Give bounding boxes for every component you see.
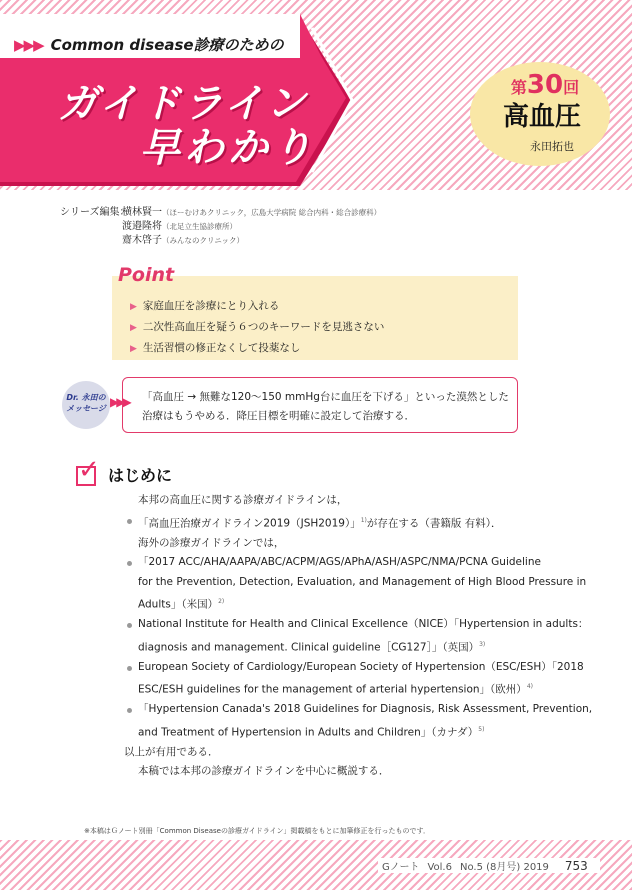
message-line1: 「高血圧 → 無難な120〜150 mmHg台に血圧を下げる」といった漠然とした <box>142 391 509 403</box>
body-paragraph: 以上が有用である． <box>124 745 219 758</box>
point-heading: Point <box>118 264 175 286</box>
episode-suffix: 回 <box>563 78 580 97</box>
footnote: ※本稿はＧノート別冊「Common Diseaseの診療ガイドライン」掲載稿をもとに加筆修正を行ったものです． <box>84 827 430 835</box>
triangle-bullet-icon: ▶ <box>130 302 137 312</box>
point-item <box>130 338 384 359</box>
editor-affiliation: （ほーむけあクリニック，広島大学病院 総合内科・総合診療科） <box>162 208 382 217</box>
journal-name: Gノート <box>382 862 420 873</box>
list-item-continuation: for the Prevention, Detection, Evaluation, and Management of High Blood Pressure in <box>138 575 587 588</box>
series-editors <box>60 206 381 248</box>
body-paragraph: 海外の診療ガイドラインでは， <box>138 536 285 549</box>
message-label <box>56 392 116 414</box>
list-item-continuation <box>124 720 584 743</box>
point-item-text: 生活習慣の修正なくして投薬なし <box>142 342 301 354</box>
list-item-continuation <box>124 592 584 615</box>
triangle-bullet-icon: ▶ <box>130 344 137 354</box>
point-list <box>130 296 384 359</box>
message-line2: 治療はもうやめる．降圧目標を明確に設定して治療する． <box>142 410 415 422</box>
series-title <box>14 34 284 55</box>
page-number: 753 <box>564 859 588 873</box>
section-heading: はじめに <box>108 466 173 485</box>
list-item-text: 「高血圧治療ガイドライン2019（JSH2019）」 <box>138 517 361 529</box>
list-item: 「2017 ACC/AHA/AAPA/ABC/ACPM/AGS/APhA/ASH/ASPC/NMA/PCNA Guideline <box>124 553 584 573</box>
reference-marker: 3) <box>479 640 486 648</box>
editor-name: 齋木啓子 <box>122 235 162 246</box>
point-item-text: 家庭血圧を診療にとり入れる <box>142 300 280 312</box>
episode-number-value: 30 <box>526 70 564 100</box>
point-item-text: 二次性高血圧を疑う６つのキーワードを見逃さない <box>142 321 385 333</box>
journal-volume: Vol.6 <box>427 862 452 873</box>
series-title-text: Common disease診療のための <box>50 36 284 54</box>
message-arrows-icon: ▶▶▶ <box>110 395 129 409</box>
list-item: European Society of Cardiology/European Society of Hypertension（ESC/ESH）「2018 <box>124 658 584 678</box>
editor-affiliation: （北足立生協診療所） <box>162 222 237 231</box>
page-footer <box>378 858 600 873</box>
editor-affiliation: （みんなのクリニック） <box>162 236 245 245</box>
point-item <box>130 317 384 338</box>
episode-prefix: 第 <box>510 78 527 97</box>
editor-name: 横林賢一 <box>122 207 162 218</box>
list-item: 「Hypertension Canada's 2018 Guidelines for Diagnosis, Risk Assessment, Prevention, <box>124 700 584 720</box>
editors-label: シリーズ編集： <box>60 207 130 218</box>
list-item-text: ESC/ESH guidelines for the management of arterial hypertension」（欧州） <box>138 683 527 696</box>
triangle-bullet-icon: ▶ <box>130 323 137 333</box>
author-name: 永田拓也 <box>530 140 574 153</box>
point-item <box>130 296 384 317</box>
series-arrows-icon: ▶▶▶ <box>14 36 43 54</box>
article-title: 高血圧 <box>502 102 581 132</box>
list-item: National Institute for Health and Clinical Excellence（NICE）「Hypertension in adults： <box>124 615 584 635</box>
body-paragraph: 本邦の高血圧に関する診療ガイドラインは， <box>138 494 348 506</box>
list-item-text: Adults」（米国） <box>138 598 219 611</box>
list-item-text: diagnosis and management. Clinical guideline［CG127］」（英国） <box>138 641 480 653</box>
list-item-continuation <box>124 677 584 700</box>
checkmark-icon: ✓ <box>78 455 100 485</box>
section-body <box>124 491 593 782</box>
reference-marker: 2) <box>218 598 225 605</box>
banner-title-line1: ガイドライン <box>58 81 308 127</box>
reference-marker: 4) <box>526 683 533 690</box>
reference-marker: 5) <box>478 725 485 733</box>
reference-marker: 1) <box>360 516 367 524</box>
banner-title-line2: 早わかり <box>140 125 316 171</box>
list-item-text: and Treatment of Hypertension in Adults and Children」（カナダ） <box>138 726 479 738</box>
message-label-line1: Dr. 永田の <box>66 393 106 402</box>
journal-issue: No.5 (8月号) 2019 <box>459 862 549 873</box>
editor-name: 渡邉隆将 <box>122 221 162 232</box>
list-item-continuation <box>124 635 584 658</box>
list-item <box>124 511 584 534</box>
list-item-text: が存在する（書籍版 有料）． <box>366 517 502 529</box>
body-paragraph: 本稿では本邦の診療ガイドラインを中心に概説する． <box>138 765 390 777</box>
message-label-line2: メッセージ <box>66 404 106 413</box>
message-text <box>142 388 512 426</box>
